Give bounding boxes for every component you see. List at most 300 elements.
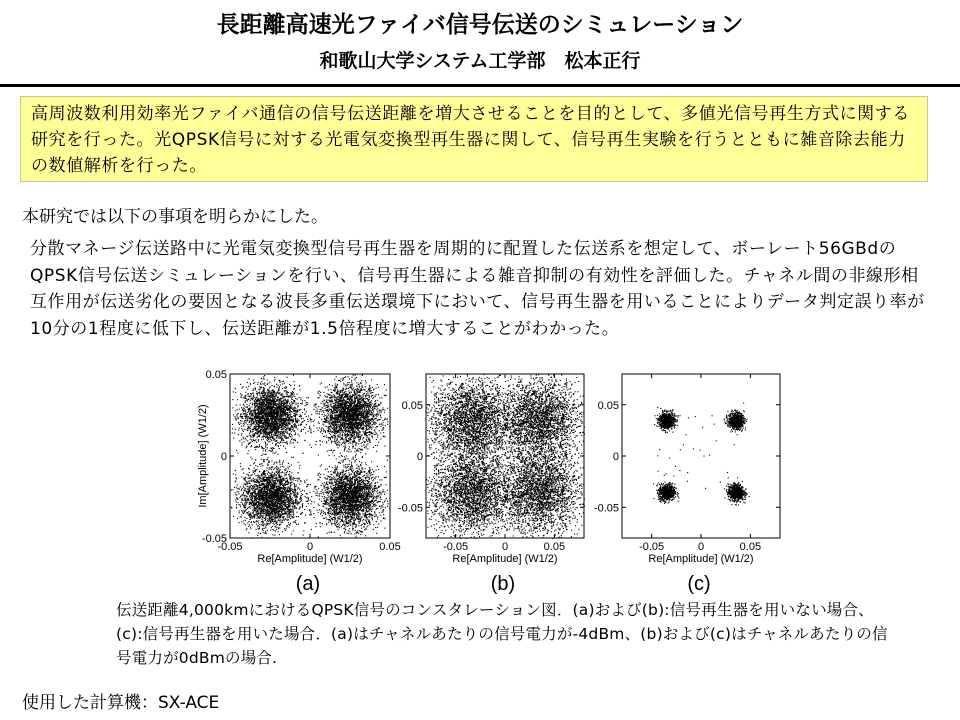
data-point: [359, 387, 360, 388]
data-point: [353, 417, 354, 418]
data-point: [284, 437, 285, 438]
data-point: [369, 405, 370, 406]
data-point: [365, 410, 366, 411]
data-point: [253, 413, 254, 414]
data-point: [270, 432, 271, 433]
data-point: [269, 434, 270, 435]
data-point: [353, 416, 354, 417]
data-point: [343, 379, 344, 380]
data-point: [328, 394, 329, 395]
data-point: [351, 437, 352, 438]
data-point: [326, 437, 327, 438]
data-point: [348, 405, 349, 406]
data-point: [266, 428, 267, 429]
data-point: [284, 415, 285, 416]
data-point: [369, 385, 370, 386]
data-point: [377, 400, 378, 401]
data-point: [355, 378, 356, 379]
data-point: [311, 447, 312, 448]
data-point: [364, 416, 365, 417]
data-point: [367, 443, 368, 444]
data-point: [315, 404, 316, 405]
data-point: [283, 431, 284, 432]
data-point: [242, 409, 243, 410]
data-point: [255, 412, 256, 413]
data-point: [248, 399, 249, 400]
data-point: [358, 416, 359, 417]
data-point: [365, 453, 366, 454]
data-point: [351, 392, 352, 393]
data-point: [369, 425, 370, 426]
data-point: [282, 418, 283, 419]
data-point: [240, 414, 241, 415]
data-point: [260, 383, 261, 384]
data-point: [277, 436, 278, 437]
data-point: [245, 392, 246, 393]
data-point: [300, 403, 301, 404]
data-point: [276, 415, 277, 416]
data-point: [237, 399, 238, 400]
page-title: 長距離高速光ファイバ信号伝送のシミュレーション: [0, 6, 960, 39]
data-point: [372, 395, 373, 396]
data-point: [277, 435, 278, 436]
data-point: [366, 413, 367, 414]
data-point: [330, 394, 331, 395]
data-point: [255, 418, 256, 419]
data-point: [262, 419, 263, 420]
findings-text: 分散マネージ伝送路中に光電気変換型信号再生器を周期的に配置した伝送系を想定して、ボーレート56GBdのQPSK信号伝送シミュレーションを行い、信号再生器による雑音抑制の有効性を評価した。チャネル間の非線形相互作用が伝送劣化の要因となる波長多重伝送環境下において、信号再生器を用いることによりデータ判定誤り率が10分の1程度に低下し、伝送距離が1.5倍程度に増大することがわかった。: [30, 236, 935, 342]
data-point: [275, 423, 276, 424]
data-point: [350, 428, 351, 429]
data-point: [354, 423, 355, 424]
data-point: [352, 435, 353, 436]
data-point: [247, 428, 248, 429]
data-point: [280, 445, 281, 446]
data-point: [365, 411, 366, 412]
data-point: [370, 407, 371, 408]
data-point: [321, 419, 322, 420]
data-point: [338, 445, 339, 446]
data-point: [362, 385, 363, 386]
data-point: [345, 445, 346, 446]
data-point: [334, 429, 335, 430]
data-point: [342, 415, 343, 416]
data-point: [336, 393, 337, 394]
data-point: [292, 435, 293, 436]
data-point: [376, 423, 377, 424]
data-point: [272, 419, 273, 420]
data-point: [299, 416, 300, 417]
data-point: [286, 429, 287, 430]
data-point: [334, 436, 335, 437]
data-point: [253, 395, 254, 396]
data-point: [245, 438, 246, 439]
data-point: [346, 408, 347, 409]
data-point: [238, 418, 239, 419]
data-point: [345, 431, 346, 432]
data-point: [332, 420, 333, 421]
data-point: [245, 414, 246, 415]
data-point: [340, 418, 341, 419]
data-point: [361, 398, 362, 399]
data-point: [341, 421, 342, 422]
data-point: [338, 432, 339, 433]
data-point: [353, 418, 354, 419]
data-point: [267, 384, 268, 385]
data-point: [322, 441, 323, 442]
data-point: [254, 440, 255, 441]
data-point: [327, 396, 328, 397]
data-point: [335, 415, 336, 416]
data-point: [361, 400, 362, 401]
data-point: [359, 401, 360, 402]
data-point: [252, 413, 253, 414]
data-point: [335, 397, 336, 398]
data-point: [326, 410, 327, 411]
data-point: [307, 402, 308, 403]
data-point: [293, 401, 294, 402]
data-point: [255, 426, 256, 427]
data-point: [358, 451, 359, 452]
data-point: [244, 408, 245, 409]
data-point: [349, 430, 350, 431]
data-point: [334, 431, 335, 432]
data-point: [311, 419, 312, 420]
data-point: [345, 418, 346, 419]
data-point: [252, 399, 253, 400]
data-point: [371, 392, 372, 393]
data-point: [360, 396, 361, 397]
data-point: [349, 406, 350, 407]
data-point: [264, 418, 265, 419]
data-point: [249, 396, 250, 397]
data-point: [363, 414, 364, 415]
data-point: [379, 413, 380, 414]
data-point: [266, 422, 267, 423]
data-point: [258, 439, 259, 440]
data-point: [292, 419, 293, 420]
data-point: [258, 398, 259, 399]
data-point: [330, 413, 331, 414]
data-point: [273, 434, 274, 435]
data-point: [262, 391, 263, 392]
data-point: [323, 436, 324, 437]
data-point: [362, 397, 363, 398]
data-point: [272, 422, 273, 423]
data-point: [356, 398, 357, 399]
data-point: [359, 441, 360, 442]
data-point: [241, 439, 242, 440]
data-point: [355, 420, 356, 421]
data-point: [337, 432, 338, 433]
data-point: [343, 412, 344, 413]
data-point: [374, 414, 375, 415]
data-point: [266, 404, 267, 405]
data-point: [353, 375, 354, 376]
data-point: [277, 442, 278, 443]
data-point: [267, 398, 268, 399]
data-point: [352, 395, 353, 396]
data-point: [290, 385, 291, 386]
data-point: [263, 450, 264, 451]
data-point: [267, 392, 268, 393]
data-point: [336, 425, 337, 426]
data-point: [267, 404, 268, 405]
data-point: [359, 461, 360, 462]
data-point: [285, 420, 286, 421]
data-point: [286, 402, 287, 403]
data-point: [367, 392, 368, 393]
data-point: [336, 387, 337, 388]
data-point: [271, 435, 272, 436]
data-point: [284, 433, 285, 434]
data-point: [285, 388, 286, 389]
data-point: [271, 415, 272, 416]
data-point: [326, 417, 327, 418]
data-point: [356, 386, 357, 387]
data-point: [259, 402, 260, 403]
data-point: [256, 447, 257, 448]
data-point: [359, 434, 360, 435]
data-point: [365, 422, 366, 423]
data-point: [264, 431, 265, 432]
data-point: [348, 384, 349, 385]
data-point: [339, 409, 340, 410]
data-point: [341, 378, 342, 379]
data-point: [359, 436, 360, 437]
data-point: [361, 402, 362, 403]
data-point: [292, 405, 293, 406]
data-point: [284, 426, 285, 427]
data-point: [265, 433, 266, 434]
data-point: [243, 405, 244, 406]
data-point: [363, 437, 364, 438]
data-point: [368, 439, 369, 440]
data-point: [280, 409, 281, 410]
data-point: [348, 440, 349, 441]
data-point: [375, 400, 376, 401]
data-point: [351, 428, 352, 429]
data-point: [246, 447, 247, 448]
data-point: [274, 413, 275, 414]
data-point: [327, 407, 328, 408]
data-point: [321, 430, 322, 431]
data-point: [256, 397, 257, 398]
data-point: [344, 449, 345, 450]
data-point: [266, 432, 267, 433]
data-point: [263, 439, 264, 440]
data-point: [248, 426, 249, 427]
data-point: [241, 435, 242, 436]
data-point: [340, 392, 341, 393]
data-point: [282, 396, 283, 397]
data-point: [283, 403, 284, 404]
data-point: [302, 412, 303, 413]
data-point: [247, 409, 248, 410]
data-point: [288, 414, 289, 415]
data-point: [383, 436, 384, 437]
data-point: [294, 434, 295, 435]
data-point: [321, 428, 322, 429]
data-point: [287, 441, 288, 442]
data-point: [297, 418, 298, 419]
data-point: [334, 439, 335, 440]
data-point: [354, 393, 355, 394]
data-point: [355, 399, 356, 400]
data-point: [378, 442, 379, 443]
data-point: [380, 439, 381, 440]
data-point: [255, 420, 256, 421]
data-point: [245, 411, 246, 412]
data-point: [373, 411, 374, 412]
data-point: [251, 439, 252, 440]
data-point: [317, 428, 318, 429]
data-point: [264, 392, 265, 393]
data-point: [368, 417, 369, 418]
data-point: [278, 385, 279, 386]
data-point: [297, 399, 298, 400]
data-point: [267, 401, 268, 402]
data-point: [346, 440, 347, 441]
data-point: [370, 391, 371, 392]
data-point: [310, 420, 311, 421]
data-point: [249, 405, 250, 406]
data-point: [250, 384, 251, 385]
data-point: [336, 419, 337, 420]
data-point: [326, 407, 327, 408]
data-point: [259, 420, 260, 421]
data-point: [295, 427, 296, 428]
data-point: [351, 416, 352, 417]
data-point: [261, 387, 262, 388]
data-point: [367, 437, 368, 438]
data-point: [377, 436, 378, 437]
data-point: [259, 436, 260, 437]
data-point: [363, 429, 364, 430]
data-point: [289, 429, 290, 430]
data-point: [285, 427, 286, 428]
data-point: [272, 431, 273, 432]
data-point: [254, 408, 255, 409]
data-point: [263, 435, 264, 436]
data-point: [380, 402, 381, 403]
data-point: [341, 400, 342, 401]
data-point: [350, 443, 351, 444]
data-point: [334, 441, 335, 442]
data-point: [291, 439, 292, 440]
data-point: [281, 421, 282, 422]
data-point: [310, 432, 311, 433]
data-point: [342, 439, 343, 440]
data-point: [345, 423, 346, 424]
data-point: [384, 419, 385, 420]
data-point: [340, 401, 341, 402]
data-point: [356, 428, 357, 429]
data-point: [294, 394, 295, 395]
data-point: [294, 388, 295, 389]
data-point: [362, 394, 363, 395]
data-point: [354, 390, 355, 391]
data-point: [358, 435, 359, 436]
data-point: [281, 394, 282, 395]
data-point: [245, 395, 246, 396]
data-point: [286, 394, 287, 395]
data-point: [382, 425, 383, 426]
data-point: [347, 411, 348, 412]
data-point: [241, 407, 242, 408]
data-point: [354, 398, 355, 399]
data-point: [280, 442, 281, 443]
data-point: [255, 410, 256, 411]
data-point: [358, 411, 359, 412]
data-point: [339, 403, 340, 404]
data-point: [248, 411, 249, 412]
data-point: [346, 436, 347, 437]
data-point: [330, 439, 331, 440]
data-point: [375, 427, 376, 428]
data-point: [321, 429, 322, 430]
data-point: [290, 441, 291, 442]
data-point: [258, 440, 259, 441]
data-point: [372, 392, 373, 393]
data-point: [361, 450, 362, 451]
data-point: [339, 456, 340, 457]
data-point: [244, 429, 245, 430]
data-point: [260, 413, 261, 414]
data-point: [255, 465, 256, 466]
data-point: [365, 416, 366, 417]
data-point: [268, 415, 269, 416]
data-point: [262, 405, 263, 406]
data-point: [369, 386, 370, 387]
data-point: [268, 419, 269, 420]
data-point: [294, 381, 295, 382]
data-point: [262, 416, 263, 417]
data-point: [345, 404, 346, 405]
data-point: [352, 442, 353, 443]
data-point: [318, 455, 319, 456]
data-point: [344, 384, 345, 385]
data-point: [264, 406, 265, 407]
data-point: [293, 428, 294, 429]
data-point: [290, 433, 291, 434]
data-point: [285, 424, 286, 425]
data-point: [269, 421, 270, 422]
data-point: [253, 383, 254, 384]
data-point: [293, 375, 294, 376]
data-point: [370, 388, 371, 389]
data-point: [280, 431, 281, 432]
data-point: [261, 410, 262, 411]
data-point: [250, 400, 251, 401]
data-point: [274, 423, 275, 424]
data-point: [256, 400, 257, 401]
data-point: [366, 417, 367, 418]
data-point: [381, 417, 382, 418]
data-point: [269, 427, 270, 428]
data-point: [247, 412, 248, 413]
data-point: [279, 421, 280, 422]
data-point: [344, 412, 345, 413]
data-point: [324, 419, 325, 420]
data-point: [252, 419, 253, 420]
data-point: [289, 403, 290, 404]
data-point: [274, 448, 275, 449]
data-point: [348, 448, 349, 449]
data-point: [246, 398, 247, 399]
data-point: [270, 428, 271, 429]
data-point: [339, 419, 340, 420]
